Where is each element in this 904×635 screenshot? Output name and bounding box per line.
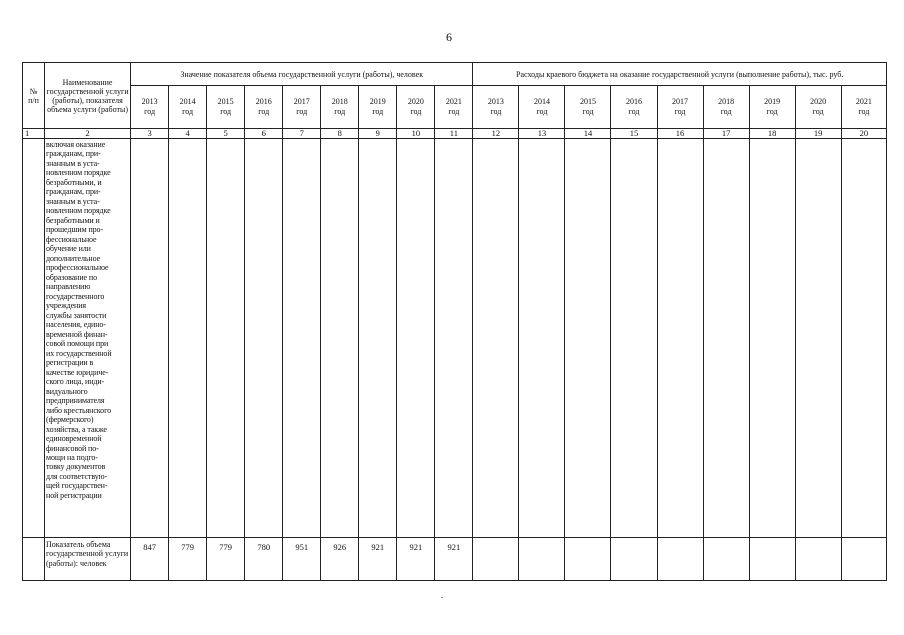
empty-cell	[749, 139, 795, 538]
column-index: 2	[45, 129, 131, 139]
header-expense-year: 2015 год	[565, 86, 611, 129]
empty-cell	[657, 538, 703, 581]
empty-cell	[131, 139, 169, 538]
row-number-cell	[23, 538, 45, 581]
header-expense-year: 2013 год	[473, 86, 519, 129]
indicator-value: 926	[321, 538, 359, 581]
column-index: 19	[795, 129, 841, 139]
header-expense-year: 2021 год	[841, 86, 886, 129]
column-index: 13	[519, 129, 565, 139]
empty-cell	[703, 139, 749, 538]
empty-cell	[795, 538, 841, 581]
empty-cell	[611, 139, 657, 538]
indicator-value: 951	[283, 538, 321, 581]
column-index: 18	[749, 129, 795, 139]
header-volume-year: 2015 год	[207, 86, 245, 129]
empty-cell	[657, 139, 703, 538]
empty-cell	[435, 139, 473, 538]
empty-cell	[519, 538, 565, 581]
header-expense-year: 2014 год	[519, 86, 565, 129]
column-index: 15	[611, 129, 657, 139]
empty-cell	[397, 139, 435, 538]
header-expense-year: 2019 год	[749, 86, 795, 129]
table-row	[23, 538, 887, 581]
indicator-value: 921	[359, 538, 397, 581]
header-expense-year: 2016 год	[611, 86, 657, 129]
column-index: 3	[131, 129, 169, 139]
column-index: 16	[657, 129, 703, 139]
header-expense-year: 2017 год	[657, 86, 703, 129]
column-index: 9	[359, 129, 397, 139]
empty-cell	[611, 538, 657, 581]
column-index: 10	[397, 129, 435, 139]
column-index: 8	[321, 129, 359, 139]
indicator-value: 779	[207, 538, 245, 581]
empty-cell	[795, 139, 841, 538]
empty-cell	[473, 139, 519, 538]
scan-mark	[441, 597, 443, 598]
empty-cell	[841, 139, 886, 538]
empty-cell	[703, 538, 749, 581]
column-index: 7	[283, 129, 321, 139]
header-service-name: Наименование государственной услуги (работы), показателя объема услуги (работы)	[45, 63, 131, 129]
column-index: 20	[841, 129, 886, 139]
empty-cell	[749, 538, 795, 581]
empty-cell	[207, 139, 245, 538]
indicator-name: Показатель объема государственной услуги (работы): человек	[45, 538, 131, 581]
header-volume-year: 2020 год	[397, 86, 435, 129]
indicator-value: 780	[245, 538, 283, 581]
column-index: 5	[207, 129, 245, 139]
column-index: 11	[435, 129, 473, 139]
indicator-value: 921	[435, 538, 473, 581]
empty-cell	[321, 139, 359, 538]
service-description: включая оказание гражданам, при- знанным в уста- новленном порядке безработными, и гражданам, при- знанным в уста- новленном порядке безработными и прошедшим про- фессиональное обучение или дополнительное профессиональное образование по направлению государственного учреждения службы занятости населения, едино- временной финан- совой помощи при их государственной регистрации в качестве юридиче- ского лица, инди- видуального предпринимателя либо крестьянского (фермерского) хозяйства, а также единовременной финансовой по- мощи на подго- товку документов для соответствую- щей государствен- ной регистрации	[45, 139, 131, 538]
header-expense-year: 2020 год	[795, 86, 841, 129]
empty-cell	[565, 538, 611, 581]
header-expense-year: 2018 год	[703, 86, 749, 129]
empty-cell	[359, 139, 397, 538]
column-index: 17	[703, 129, 749, 139]
header-volume-year: 2019 год	[359, 86, 397, 129]
indicator-value: 921	[397, 538, 435, 581]
empty-cell	[245, 139, 283, 538]
table-row	[23, 139, 887, 538]
header-volume-year: 2021 год	[435, 86, 473, 129]
empty-cell	[565, 139, 611, 538]
empty-cell	[473, 538, 519, 581]
column-index-row	[23, 129, 887, 139]
header-expense-group: Расходы краевого бюджета на оказание государственной услуги (выполнение работы), тыс. руб.	[473, 63, 887, 86]
empty-cell	[841, 538, 886, 581]
header-volume-year: 2013 год	[131, 86, 169, 129]
indicator-value: 847	[131, 538, 169, 581]
column-index: 6	[245, 129, 283, 139]
empty-cell	[519, 139, 565, 538]
indicator-value: 779	[169, 538, 207, 581]
column-index: 12	[473, 129, 519, 139]
row-number-cell	[23, 139, 45, 538]
services-table	[22, 62, 887, 581]
header-row-number: № п/п	[23, 63, 45, 129]
empty-cell	[283, 139, 321, 538]
empty-cell	[169, 139, 207, 538]
page-number: 6	[446, 30, 452, 44]
column-index: 1	[23, 129, 45, 139]
header-volume-year: 2017 год	[283, 86, 321, 129]
header-volume-year: 2016 год	[245, 86, 283, 129]
header-volume-year: 2018 год	[321, 86, 359, 129]
column-index: 4	[169, 129, 207, 139]
header-volume-group: Значение показателя объема государственной услуги (работы), человек	[131, 63, 473, 86]
header-volume-year: 2014 год	[169, 86, 207, 129]
column-index: 14	[565, 129, 611, 139]
